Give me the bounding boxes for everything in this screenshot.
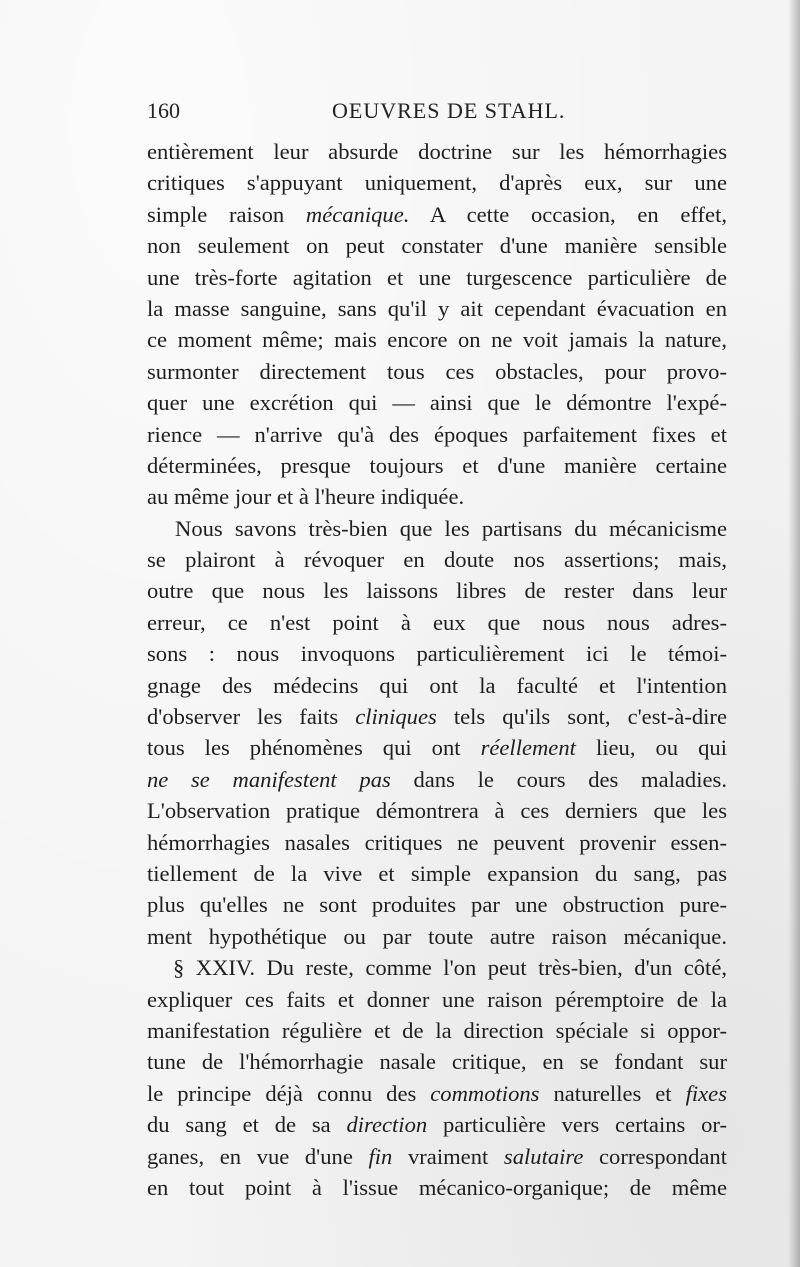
text-line: tiellement de la vive et simple expansion du sang, pas <box>147 860 727 886</box>
text-line: au même jour et à l'heure indiquée. <box>147 484 465 510</box>
text-line: outre que nous les laissons libres de rester dans leur <box>147 578 727 604</box>
page-edge-shadow <box>788 0 800 1267</box>
italic-term: fixes <box>685 1080 727 1106</box>
text-line: simple raison mécanique. A cette occasion, en effet, <box>147 201 727 227</box>
text-line: se plairont à révoquer en doute nos assertions; mais, <box>147 547 727 573</box>
text-line: plus qu'elles ne sont produites par une obstruction pure- <box>147 892 727 918</box>
italic-term: direction <box>346 1112 428 1138</box>
text-line: critiques s'appuyant uniquement, d'après eux, sur une <box>147 170 727 196</box>
italic-term: commotions <box>430 1080 540 1106</box>
text-line: le principe déjà connu des commotions naturelles et fixes <box>147 1080 727 1106</box>
text-line: en tout point à l'issue mécanico-organique; de même <box>147 1174 727 1200</box>
italic-term: mécanique. <box>305 201 410 227</box>
running-title: OEUVRES DE STAHL. <box>332 98 566 123</box>
page-number: 160 <box>147 98 180 123</box>
italic-term: cliniques <box>355 704 437 730</box>
text-line: ganes, en vue d'une fin vraiment salutaire correspondant <box>147 1143 727 1169</box>
text-line: erreur, ce n'est point à eux que nous nous adres- <box>147 609 727 635</box>
text-line: déterminées, presque toujours et d'une manière certaine <box>147 452 727 478</box>
text-line: tune de l'hémorrhagie nasale critique, en se fondant sur <box>147 1049 727 1075</box>
italic-term: fin <box>368 1143 393 1169</box>
text-line: ment hypothétique ou par toute autre raison mécanique. <box>147 923 727 949</box>
text-line: surmonter directement tous ces obstacles, pour provo- <box>147 358 727 384</box>
text-line: entièrement leur absurde doctrine sur les hémorrhagies <box>147 139 727 164</box>
text-line: du sang et de sa direction particulière vers certains or- <box>147 1112 727 1138</box>
text-line: sons : nous invoquons particulièrement ici le témoi- <box>147 641 727 667</box>
text-line: une très-forte agitation et une turgescence particulière de <box>147 264 727 290</box>
text-line: expliquer ces faits et donner une raison péremptoire de la <box>147 986 727 1012</box>
text-line: non seulement on peut constater d'une manière sensible <box>147 233 727 259</box>
text-line: gnage des médecins qui ont la faculté et l'intention <box>147 672 727 698</box>
text-line: tous les phénomènes qui ont réellement lieu, ou qui <box>147 735 727 761</box>
text-line: Nous savons très-bien que les partisans du mécanicisme <box>175 515 727 541</box>
text-line: d'observer les faits cliniques tels qu'ils sont, c'est-à-dire <box>147 704 727 730</box>
italic-term: réellement <box>480 735 576 761</box>
text-line: la masse sanguine, sans qu'il y ait cependant évacuation en <box>147 295 727 321</box>
body-text <box>147 136 727 1203</box>
text-line: hémorrhagies nasales critiques ne peuvent provenir essen- <box>147 829 727 855</box>
text-line: manifestation régulière et de la direction spéciale si oppor- <box>147 1017 727 1043</box>
text-line: L'observation pratique démontrera à ces derniers que les <box>147 798 727 824</box>
text-line: § XXIV. Du reste, comme l'on peut très-bien, d'un côté, <box>173 955 727 981</box>
text-line: rience — n'arrive qu'à des époques parfaitement fixes et <box>147 421 727 447</box>
italic-term: salutaire <box>503 1143 584 1169</box>
running-head <box>147 98 727 132</box>
text-line: ne se manifestent pas dans le cours des maladies. <box>147 766 727 792</box>
italic-term: ne se manifestent pas <box>147 766 391 792</box>
text-line: ce moment même; mais encore on ne voit jamais la nature, <box>147 327 727 353</box>
text-line: quer une excrétion qui — ainsi que le démontre l'expé- <box>147 390 727 416</box>
